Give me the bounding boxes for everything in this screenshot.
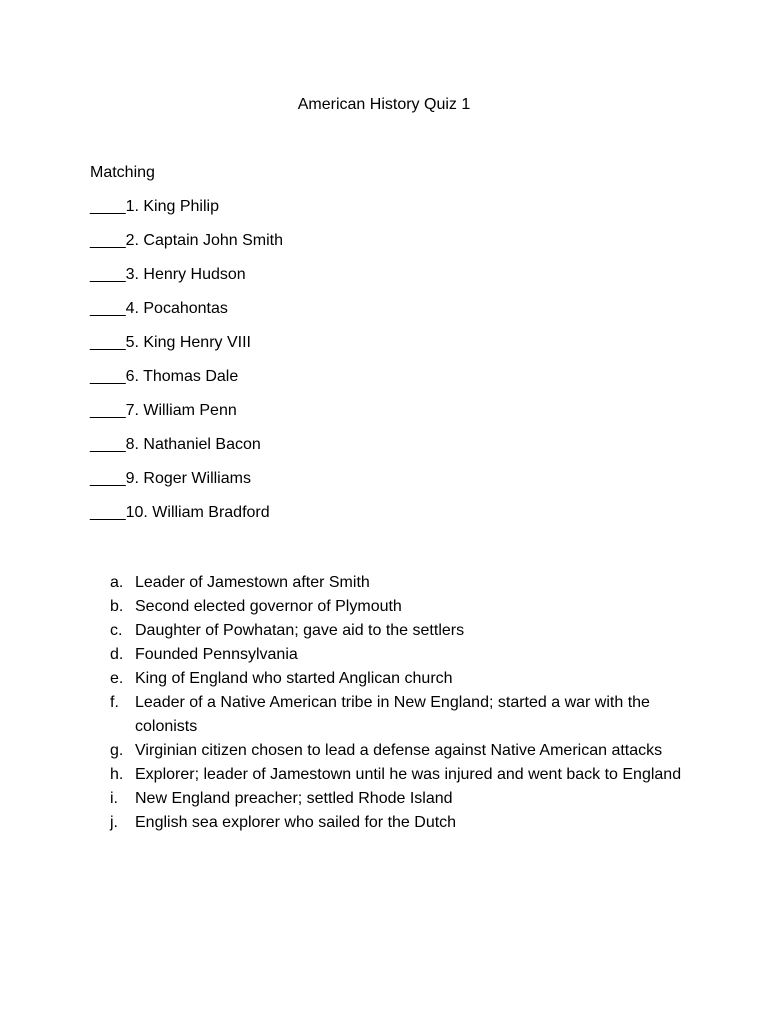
matching-item: ____4. Pocahontas (90, 300, 228, 317)
answer-text: Daughter of Powhatan; gave aid to the settlers (135, 622, 465, 639)
matching-item: ____1. King Philip (90, 198, 219, 215)
answer-list (110, 571, 690, 835)
matching-item: ____6. Thomas Dale (90, 368, 239, 385)
answer-letter: a. (110, 574, 124, 591)
answer-item (110, 691, 690, 739)
matching-list (90, 196, 283, 536)
answer-letter: f. (110, 694, 119, 711)
answer-text: King of England who started Anglican church (135, 670, 453, 687)
answer-text: Founded Pennsylvania (135, 646, 298, 663)
answer-item (110, 763, 690, 787)
answer-letter: i. (110, 790, 118, 807)
answer-letter: e. (110, 670, 124, 687)
answer-text: English sea explorer who sailed for the Dutch (135, 814, 457, 831)
answer-item (110, 619, 690, 643)
answer-letter: d. (110, 646, 124, 663)
answer-letter: b. (110, 598, 124, 615)
answer-text: Leader of Jamestown after Smith (135, 574, 370, 591)
matching-item: ____8. Nathaniel Bacon (90, 436, 261, 453)
answer-text: New England preacher; settled Rhode Island (135, 790, 453, 807)
answer-item (110, 667, 690, 691)
matching-item: ____7. William Penn (90, 402, 237, 419)
matching-item: ____3. Henry Hudson (90, 266, 246, 283)
answer-text: Virginian citizen chosen to lead a defense against Native American attacks (135, 742, 663, 759)
answer-letter: j. (110, 814, 118, 831)
answer-letter: g. (110, 742, 124, 759)
quiz-title: American History Quiz 1 (297, 96, 471, 113)
answer-text: Leader of a Native American tribe in New England; started a war with the colonists (135, 694, 650, 735)
answer-item (110, 811, 690, 835)
answer-item (110, 739, 690, 763)
answer-item (110, 643, 690, 667)
answer-text: Second elected governor of Plymouth (135, 598, 402, 615)
answer-letter: c. (110, 622, 123, 639)
matching-item: ____5. King Henry VIII (90, 334, 251, 351)
answer-letter: h. (110, 766, 124, 783)
matching-item: ____2. Captain John Smith (90, 232, 284, 249)
answer-text: Explorer; leader of Jamestown until he was injured and went back to England (135, 766, 682, 783)
matching-item: ____10. William Bradford (90, 504, 270, 521)
answer-item (110, 571, 690, 595)
answer-item (110, 787, 690, 811)
answer-item (110, 595, 690, 619)
matching-item: ____9. Roger Williams (90, 470, 251, 487)
section-label: Matching (90, 164, 155, 181)
